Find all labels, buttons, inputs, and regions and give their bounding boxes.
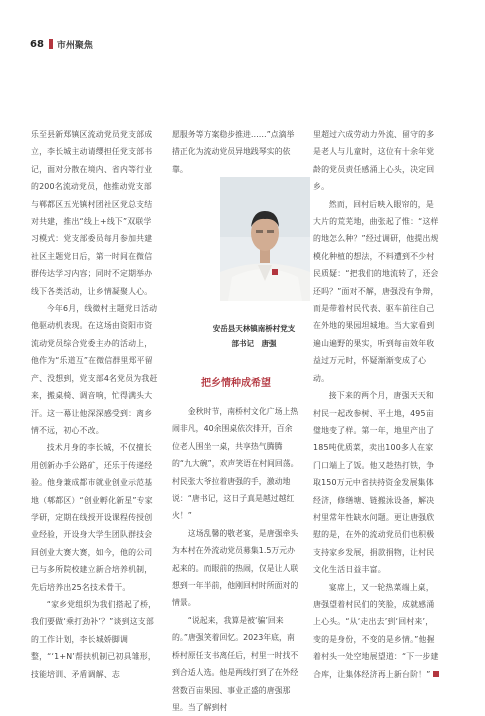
header-accent-bar <box>49 39 53 49</box>
portrait-image <box>220 177 310 301</box>
paragraph: 今年6月，线微村主题党日活动他驱动机表现。在这场由资阳市资流动党员综合党委主办的活动上，他作为“乐道互”在微信群里郑平留产、没想到，党支部4名党员为我赶来，搬桌椅、调音响，忙得满头大汗。这一幕让他深深感受到：离乡情不远，初心不改。 <box>31 304 158 435</box>
caption-line: 部书记 唐强 <box>231 339 277 348</box>
section-subheading: 把乡情种成希望 <box>201 378 271 389</box>
paragraph: 乐至县新郑镇区流动党员党支部成立，李长城主动请缨担任党支部书记，面对分散在境内、省内等行业的200名流动党员，他推动党支部与郸都区五光镇村团社区党总支结对共建，推出“线上+线下”双联学习模式：党支部委员每月参加共建社区主题党日后，第一时间在微信群传达学习内容；同时不定期举办线下各类活动，让乡情凝聚人心。 <box>31 130 153 296</box>
column-2-upper <box>172 126 300 178</box>
photo-caption <box>196 321 312 351</box>
caption-line: 安岳县天林镇南桥村党支 <box>212 324 296 333</box>
paragraph: 然而，回村后映入眼帘的，是大片的荒芜地，曲张起了惟：“这样的地怎么种？”经过调研，他提出规模化种植的想法，不料遭到不少村民质疑：“把我们的地流转了，还会还吗？”面对不解，唐强没有争辩，而是带着村民代表、驱车前往自己在外地的果园坦城地。当大家看到遍山遍野的果实，听到每亩效年收益过万元时，怀疑渐渐变成了心动。 <box>313 199 439 383</box>
paragraph: “说起来，我算是被‘骗’回来的。”唐强笑着回忆。2023年底，南桥村原任支书离任后，村里一时找不到合适人选。他是两线打到了在外经营数百亩果园、事业正盛的唐强那里。当了解到村 <box>172 615 299 712</box>
paragraph: 这场乱馨的敬老宴，是唐强牵头为本村在外流动党员募集1.5万元办起来的。而眼前的热闹，仅是让人联想到一年半前，他刚回村时所面对的情景。 <box>172 528 299 608</box>
page-number: 68 <box>30 38 44 50</box>
paragraph: 愿服务等方案稳步推进……”点滴举措正化为流动党员异地践琴实的依靠。 <box>172 130 295 174</box>
paragraph: 技术月身的李长城，不仅擅长用创新办手公路矿，还乐于传递经验。他身兼成都市就业创业示范基地（郫都区）“创业孵化新星”专家学研，定期在线授开设课程传授创业经验，开设身大学生团队群技会回创业大赛大赛，如今，他的公司已与多所院校建立新合培养机制，先后培养出25名技术骨干。 <box>31 443 153 592</box>
end-of-article-mark <box>433 671 439 677</box>
portrait-photo <box>220 177 310 301</box>
paragraph: “家乡党组织为我们搭起了桥，我们要做‘乘打劲补’？”谈到这支部的工作计划，李长城娇脚调整，“‘1+N’帮扶机制已初具雏形，技能培训、矛盾调解、志 <box>31 599 157 679</box>
page-header <box>30 37 93 51</box>
paragraph: 宴席上，又一轮热菜端上桌，唐强望着村民们的笑脸，成就感涌上心头。“从‘走出去’到‘回村来’，变的是身份，不变的是乡情。”他握着村头一处空地展望道：“下一步建合库，让集体经济再上新台阶！” <box>313 582 439 679</box>
paragraph: 接下来的两个月，唐强天天和村民一起改参树、平土地，495亩璧地变了样。第一年，地里产出了185吨优质菜，卖出100多人在家门口端上了饭。他又趁热打铁，争取150万元中省扶持资金发展集体经济，修缮塘、链搬泳设备，解决村里常年性缺水问题。更让唐强欣慰的是，在外的流动党员们也积极支持家乡发展，捐款捐物，让村民文化生活日益丰富。 <box>313 391 435 575</box>
column-1 <box>31 126 159 683</box>
column-3 <box>313 126 441 683</box>
paragraph: 里超过六成劳动力外流、留守的多是老人与儿童时，这位有十余年党龄的党员责任感涌上心头，决定回乡。 <box>313 130 435 192</box>
paragraph: 金秋时节，南桥村文化广场上热闹非凡，40余围桌依次排开，百余位老人围坐一桌，共享热气腾腾的“九大碗”，欢声笑语在村间回荡。村民张大爷拉着唐强的手，激动地说：“唐书记，这日子真是越过越红火！” <box>172 407 299 521</box>
column-2-lower <box>172 403 300 716</box>
section-title: 市州聚焦 <box>56 40 93 51</box>
